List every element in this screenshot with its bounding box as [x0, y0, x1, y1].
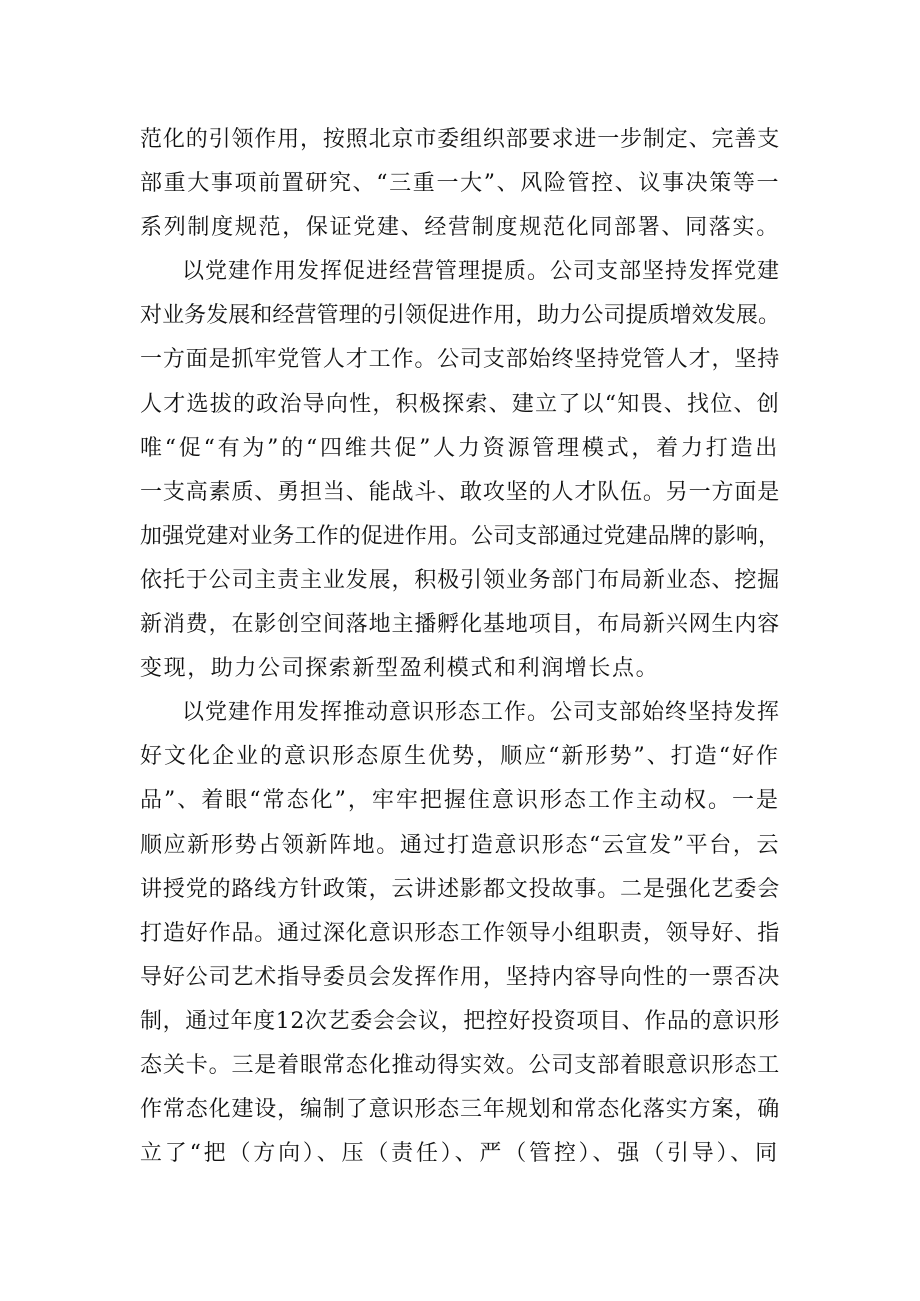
text-line: 范化的引领作用，按照北京市委组织部要求进一步制定、完善支	[140, 127, 780, 152]
text-line: 一方面是抓牢党管人才工作。公司支部始终坚持党管人才，坚持	[140, 347, 780, 373]
text-line: 加强党建对业务工作的促进作用。公司支部通过党建品牌的影响，	[140, 523, 780, 549]
text-line: 变现，助力公司探索新型盈利模式和利润增长点。	[140, 656, 660, 682]
text-line: 部重大事项前置研究、“三重一大”、风险管控、议事决策等一	[140, 171, 780, 197]
text-line: 品”、着眼“常态化”，牢牢把握住意识形态工作主动权。一是	[140, 788, 780, 814]
text-line: 一支高素质、勇担当、能战斗、敢攻坚的人才队伍。另一方面是	[140, 479, 780, 505]
text-line: 态关卡。三是着眼常态化推动得实效。公司支部着眼意识形态工	[140, 1052, 780, 1078]
text-line: 作常态化建设，编制了意识形态三年规划和常态化落实方案，确	[140, 1097, 780, 1123]
text-line: 唯“促“有为”的“四维共促”人力资源管理模式，着力打造出	[140, 435, 780, 461]
text-line: 对业务发展和经营管理的引领促进作用，助力公司提质增效发展。	[140, 303, 780, 329]
text-line: 以党建作用发挥促进经营管理提质。公司支部坚持发挥党建	[182, 259, 780, 285]
text-line: 立了“把（方向）、压（责任）、严（管控）、强（引导）、同	[140, 1141, 780, 1167]
text-line: 依托于公司主责主业发展，积极引领业务部门布局新业态、挖掘	[140, 567, 780, 593]
text-line: 顺应新形势占领新阵地。通过打造意识形态“云宣发”平台，云	[140, 832, 780, 858]
text-line: 打造好作品。通过深化意识形态工作领导小组职责，领导好、指	[140, 920, 780, 946]
text-line: 制，通过年度12次艺委会会议，把控好投资项目、作品的意识形	[140, 1008, 780, 1034]
body-text	[140, 118, 780, 1176]
text-line: 讲授党的路线方针政策，云讲述影都文投故事。二是强化艺委会	[140, 876, 780, 902]
text-line: 新消费，在影创空间落地主播孵化基地项目，布局新兴网生内容	[140, 612, 780, 638]
text-line: 好文化企业的意识形态原生优势，顺应“新形势”、打造“好作	[140, 744, 780, 770]
text-line: 人才选拔的政治导向性，积极探索、建立了以“知畏、找位、创	[140, 391, 780, 417]
text-line: 导好公司艺术指导委员会发挥作用，坚持内容导向性的一票否决	[140, 964, 780, 990]
text-line: 以党建作用发挥推动意识形态工作。公司支部始终坚持发挥	[182, 700, 780, 726]
text-line: 系列制度规范，保证党建、经营制度规范化同部署、同落实。	[140, 215, 780, 241]
